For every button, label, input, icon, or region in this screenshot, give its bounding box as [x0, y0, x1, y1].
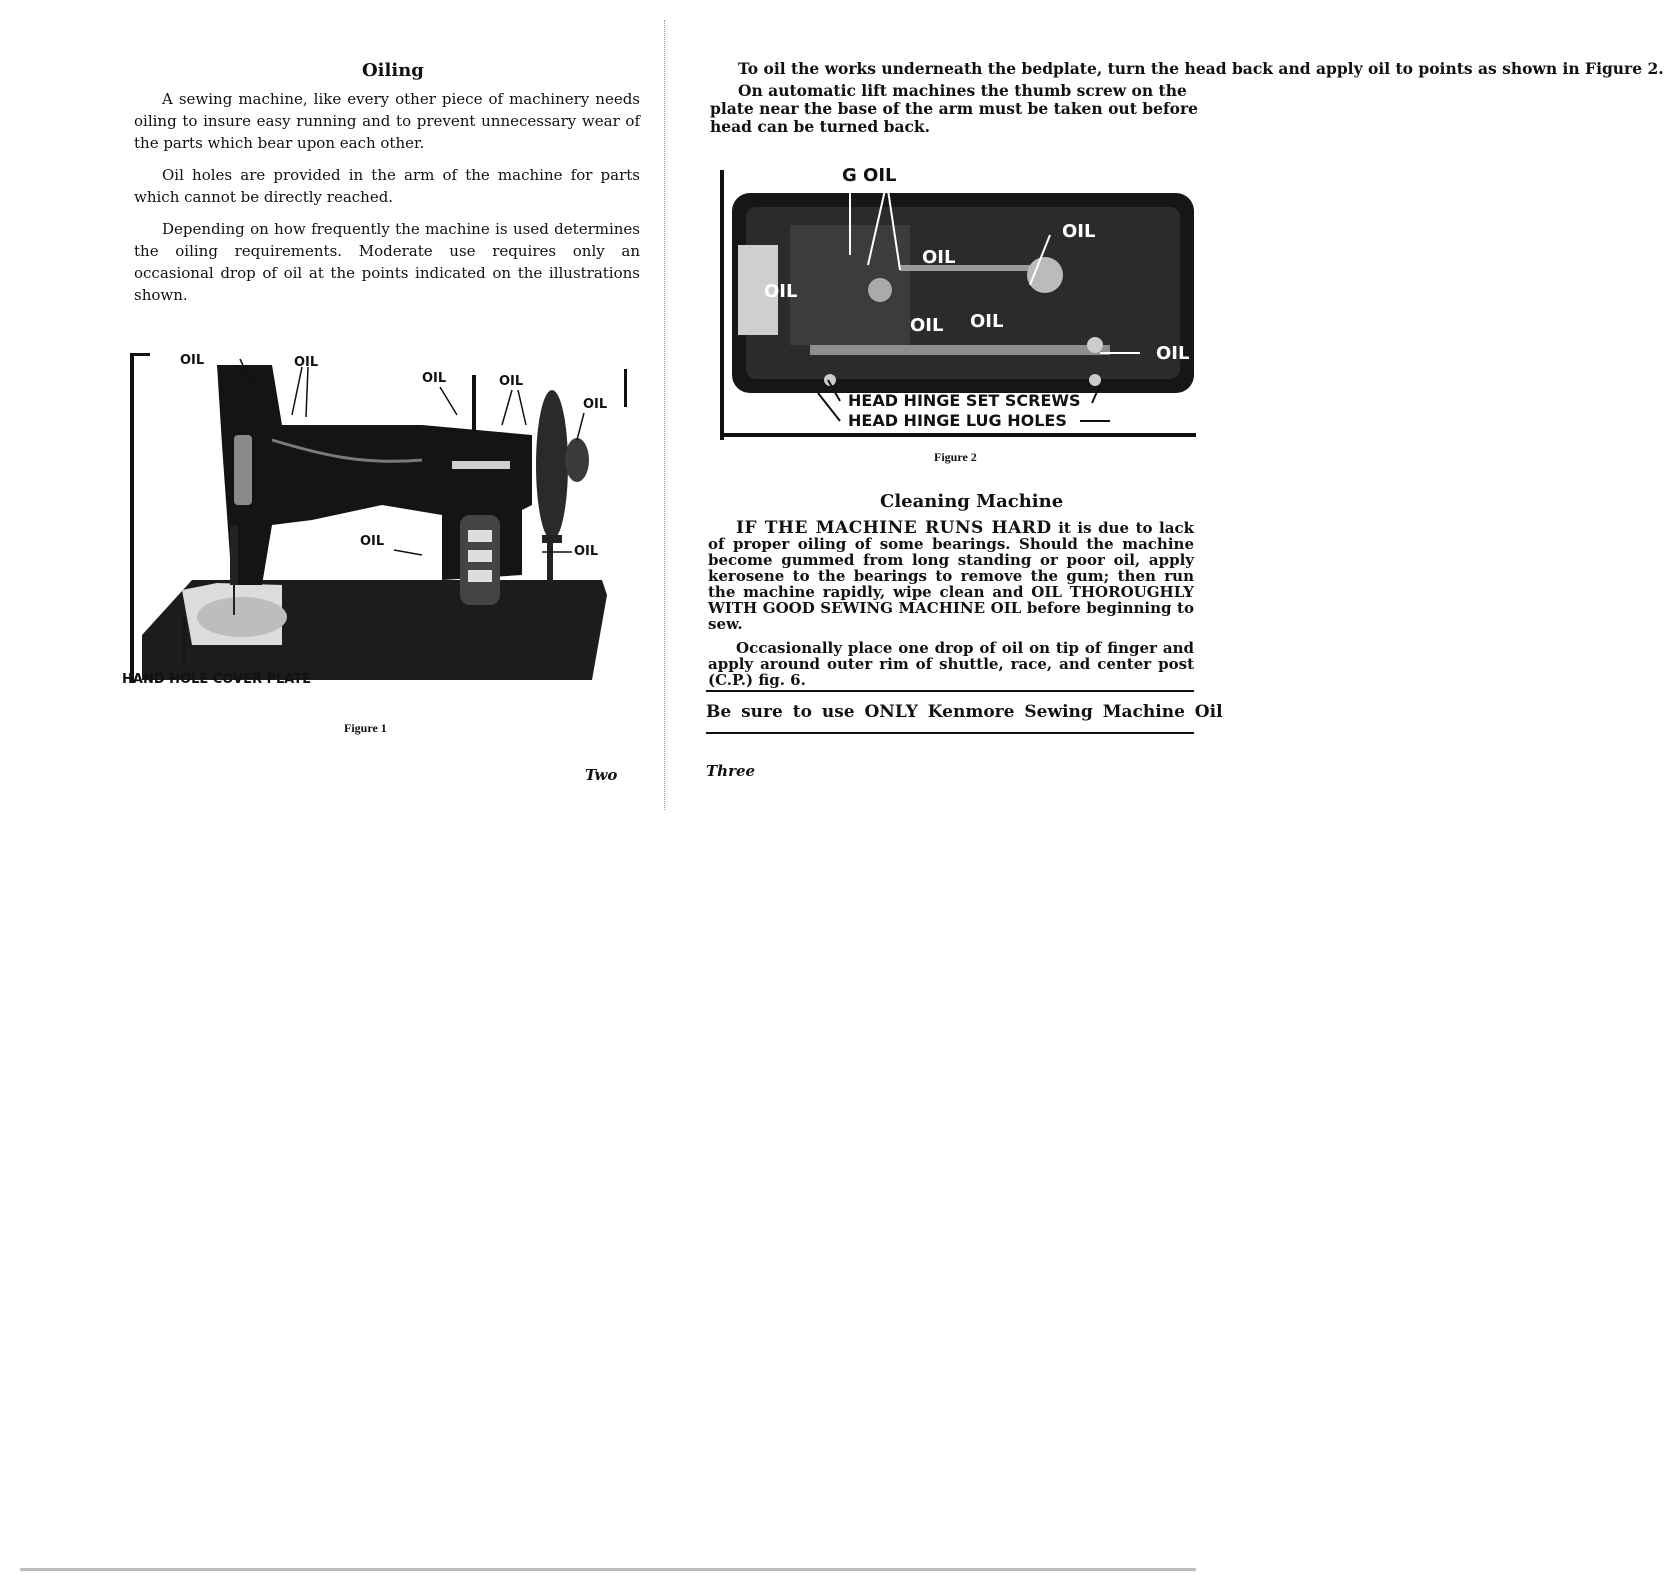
fig1-oil-label-7: OIL [574, 544, 599, 559]
sewing-machine-illustration [122, 345, 632, 695]
oiling-paragraph-3: Depending on how frequently the machine is used determines the oiling requirements. Moderate use requires only an occasional drop of oil at the points indicated on the illustrations shown. [134, 220, 640, 304]
cleaning-paragraph [708, 520, 1194, 632]
scan-edge-strip [20, 1568, 1196, 1571]
fig2-oil-label-1: OIL [922, 247, 956, 268]
oiling-paragraph-2: Oil holes are provided in the arm of the machine for parts which cannot be directly reached. [134, 166, 640, 206]
head-hinge-set-screws-label: HEAD HINGE SET SCREWS [848, 391, 1081, 410]
page-divider [664, 20, 666, 810]
fig2-oil-label-6: OIL [1156, 343, 1190, 364]
notice-bottom-rule [706, 732, 1194, 734]
right-paragraph-1: To oil the works underneath the bedplate, turn the head back and apply oil to points as shown in Figure 2. [738, 59, 1664, 78]
right-intro [710, 59, 1664, 136]
page-number-right: Three [706, 762, 756, 780]
oiling-paragraph-1: A sewing machine, like every other piece of machinery needs oiling to insure easy running and to prevent unnecessary wear of the parts which bear upon each other. [134, 90, 640, 152]
fig2-oil-label-5: OIL [970, 311, 1004, 332]
cleaning-lead: IF THE MACHINE RUNS HARD [736, 518, 1052, 538]
fig1-oil-label-6: OIL [360, 534, 385, 549]
right-paragraph-2: On automatic lift machines the thumb screw on the plate near the base of the arm must be taken out before head can be turned back. [710, 81, 1198, 136]
fig1-oil-label-4: OIL [499, 374, 524, 389]
fig1-oil-label-3: OIL [422, 371, 447, 386]
head-hinge-lug-holes-label: HEAD HINGE LUG HOLES [848, 411, 1067, 430]
cleaning-body [708, 520, 1194, 688]
occasional-paragraph: Occasionally place one drop of oil on tip of finger and apply around outer rim of shuttle, race, and center post (C.P.) fig. 6. [708, 639, 1194, 689]
figure-2 [720, 165, 1196, 440]
oiling-title: Oiling [362, 60, 424, 81]
figure-2-caption: Figure 2 [934, 450, 977, 464]
figure-1 [122, 345, 632, 695]
fig2-top-label: G OIL [842, 165, 897, 186]
fig1-oil-label-1: OIL [180, 353, 205, 368]
cleaning-machine-title: Cleaning Machine [880, 491, 1064, 512]
notice-top-rule [706, 690, 1194, 692]
fig2-oil-label-3: OIL [764, 281, 798, 302]
kenmore-oil-notice: Be sure to use ONLY Kenmore Sewing Machine Oil [706, 702, 1223, 722]
cleaning-text: it is due to lack of proper oiling of some bearings. Should the machine become gummed from long standing or poor oil, apply kerosene to the bearings to remove the gum; then run the machine rapidly, wipe clean and OIL THOROUGHLY WITH GOOD SEWING MACHINE OIL before beginning to sew. [708, 519, 1194, 633]
fig2-oil-label-4: OIL [910, 315, 944, 336]
hand-hole-cover-plate-label: HAND HOLE COVER PLATE [122, 672, 312, 687]
figure-1-caption: Figure 1 [344, 721, 387, 735]
page-number-left: Two [585, 766, 618, 784]
fig1-oil-label-2: OIL [294, 355, 319, 370]
fig2-oil-label-2: OIL [1062, 221, 1096, 242]
oiling-body [134, 88, 640, 316]
fig1-oil-label-5: OIL [583, 397, 608, 412]
